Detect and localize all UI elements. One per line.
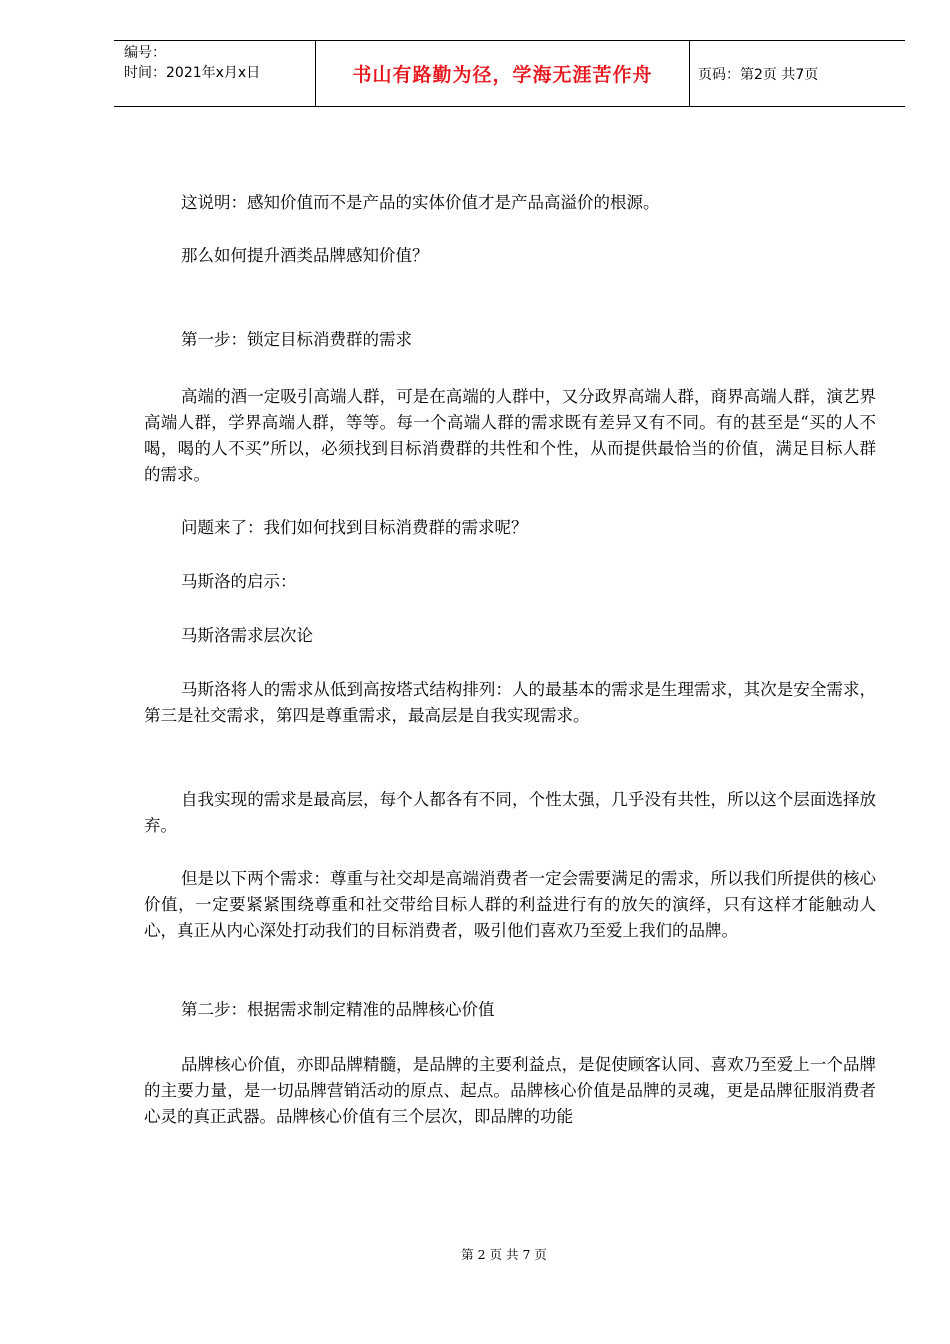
section-heading-step-two: 第二步：根据需求制定精准的品牌核心价值 [181,1000,495,1019]
paragraph: 那么如何提升酒类品牌感知价值？ [181,246,429,265]
paragraph: 自我实现的需求是最高层，每个人都各有不同，个性太强，几乎没有共性，所以这个层面选择放弃。 [144,790,876,835]
paragraph: 马斯洛将人的需求从低到高按塔式结构排列：人的最基本的需求是生理需求，其次是安全需求，第三是社交需求，第四是尊重需求，最高层是自我实现需求。 [144,680,876,725]
section-heading-step-one: 第一步：锁定目标消费群的需求 [181,330,412,349]
document-body [144,190,876,1130]
document-time-label: 时间：2021年x月x日 [124,65,261,81]
header-page-number: 页码：第2页 共7页 [698,66,819,83]
paragraph: 马斯洛的启示： [181,572,297,591]
paragraph: 这说明：感知价值而不是产品的实体价值才是产品高溢价的根源。 [181,193,660,212]
paragraph: 品牌核心价值，亦即品牌精髓，是品牌的主要利益点，是促使顾客认同、喜欢乃至爱上一个品牌的主要力量，是一切品牌营销活动的原点、起点。品牌核心价值是品牌的灵魂，更是品牌征服消费者心灵的真正武器。品牌核心价值有三个层次，即品牌的功能 [144,1055,876,1126]
document-number-label: 编号： [124,45,166,61]
paragraph: 问题来了：我们如何找到目标消费群的需求呢？ [181,518,528,537]
page-header [114,40,905,107]
page-footer: 第 2 页 共 7 页 [461,1247,547,1262]
paragraph: 马斯洛需求层次论 [181,626,313,645]
paragraph: 但是以下两个需求：尊重与社交却是高端消费者一定会需要满足的需求，所以我们所提供的核心价值，一定要紧紧围绕尊重和社交带给目标人群的利益进行有的放矢的演绎，只有这样才能触动人心，真正从内心深处打动我们的目标消费者，吸引他们喜欢乃至爱上我们的品牌。 [144,869,876,940]
header-meta [114,41,316,106]
paragraph: 高端的酒一定吸引高端人群，可是在高端的人群中，又分政界高端人群，商界高端人群，演艺界高端人群，学界高端人群，等等。每一个高端人群的需求既有差异又有不同。有的甚至是“买的人不喝，喝的人不买”所以，必须找到目标消费群的共性和个性，从而提供最恰当的价值，满足目标人群的需求。 [144,387,876,484]
header-motto: 书山有路勤为径，学海无涯苦作舟 [316,41,690,106]
